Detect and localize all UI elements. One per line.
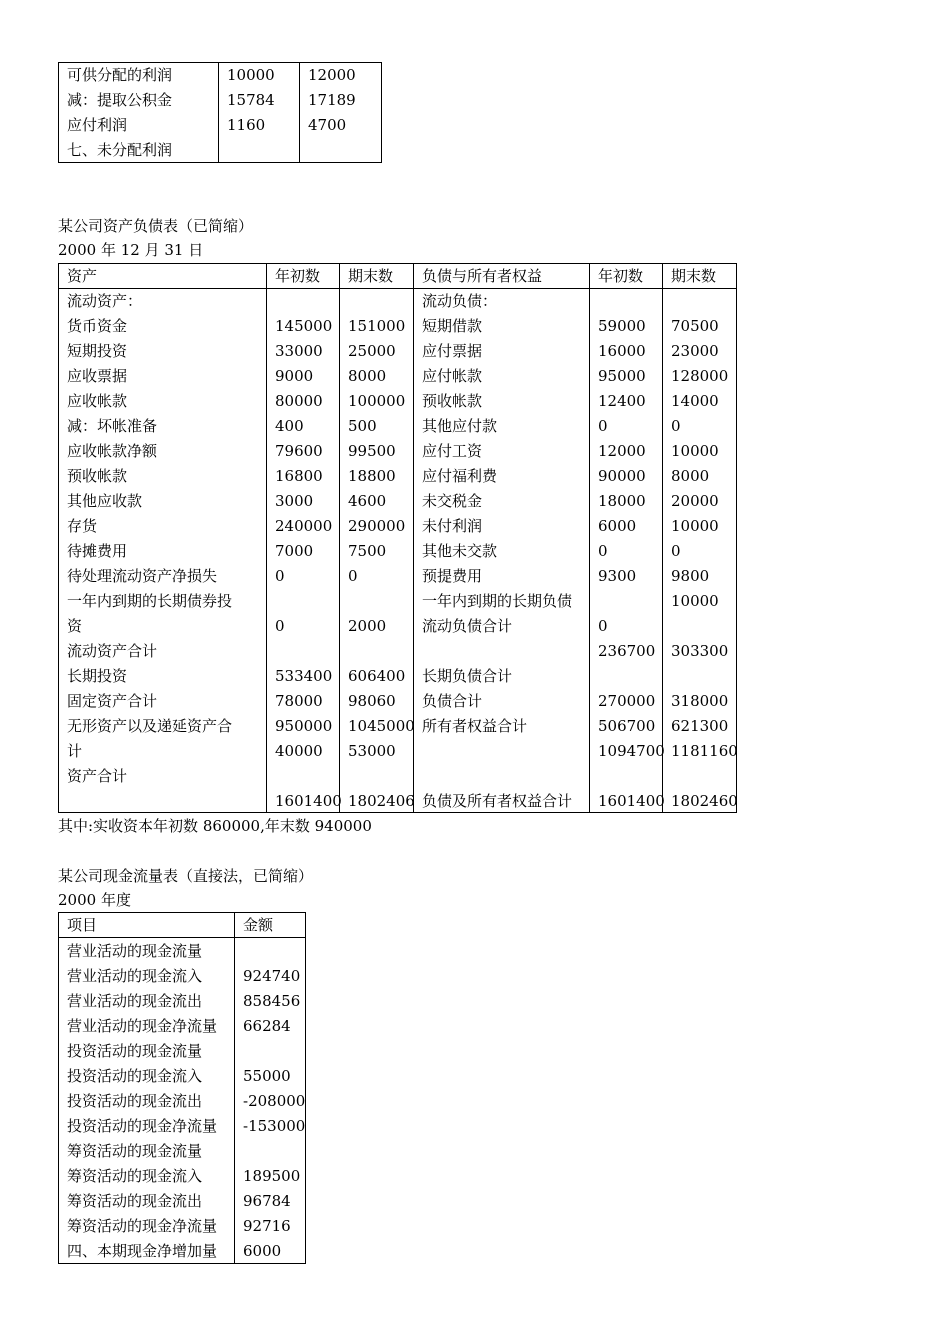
- item-label: 计: [67, 742, 83, 760]
- row-value: 15784: [227, 91, 275, 109]
- item-value: 53000: [348, 742, 396, 760]
- item-value: 0: [275, 567, 285, 585]
- item-value: 66284: [243, 1017, 291, 1035]
- item-value: 79600: [275, 442, 323, 460]
- item-value: 0: [348, 567, 358, 585]
- item-value: 1045000: [348, 717, 415, 735]
- item-value: 1601400: [275, 792, 342, 810]
- row-value: 12000: [308, 66, 356, 84]
- item-label: 存货: [67, 517, 98, 535]
- item-label: 待处理流动资产净损失: [67, 567, 218, 585]
- item-value: 16000: [598, 342, 646, 360]
- item-label: 未付利润: [422, 517, 483, 535]
- item-value: 12000: [598, 442, 646, 460]
- column-divider: [234, 912, 235, 1263]
- item-label: 应付工资: [422, 442, 483, 460]
- item-label: 资: [67, 617, 83, 635]
- item-value: 10000: [671, 442, 719, 460]
- item-value: 25000: [348, 342, 396, 360]
- item-label: 长期负债合计: [422, 667, 513, 685]
- item-value: 7000: [275, 542, 314, 560]
- item-value: 40000: [275, 742, 323, 760]
- row-label: 减：提取公积金: [67, 91, 173, 109]
- item-label: 营业活动的现金净流量: [67, 1017, 218, 1035]
- column-header: 金额: [243, 916, 274, 934]
- item-label: 应收帐款净额: [67, 442, 158, 460]
- item-label: 投资活动的现金流入: [67, 1067, 203, 1085]
- item-value: 506700: [598, 717, 656, 735]
- item-label: 营业活动的现金流量: [67, 942, 203, 960]
- item-label: 预收帐款: [67, 467, 128, 485]
- column-divider: [218, 62, 219, 162]
- item-label: 流动负债：: [422, 292, 498, 310]
- item-value: 7500: [348, 542, 387, 560]
- item-value: 59000: [598, 317, 646, 335]
- row-value: 1160: [227, 116, 266, 134]
- column-divider: [299, 62, 300, 162]
- item-label: 预收帐款: [422, 392, 483, 410]
- item-label: 待摊费用: [67, 542, 128, 560]
- capital-note: 其中:实收资本年初数 860000,年末数 940000: [58, 817, 372, 835]
- item-value: 0: [671, 417, 681, 435]
- item-value: 1802406: [348, 792, 415, 810]
- item-label: 投资活动的现金流量: [67, 1042, 203, 1060]
- item-label: 货币资金: [67, 317, 128, 335]
- item-label: 预提费用: [422, 567, 483, 585]
- item-label: 流动资产：: [67, 292, 143, 310]
- item-value: 23000: [671, 342, 719, 360]
- item-value: 90000: [598, 467, 646, 485]
- item-label: 其他应收款: [67, 492, 143, 510]
- item-value: 533400: [275, 667, 333, 685]
- item-value: 270000: [598, 692, 656, 710]
- row-label: 应付利润: [67, 116, 128, 134]
- item-value: 303300: [671, 642, 729, 660]
- item-value: 16800: [275, 467, 323, 485]
- item-label: 无形资产以及递延资产合: [67, 717, 233, 735]
- item-value: 1094700: [598, 742, 665, 760]
- item-value: 0: [275, 617, 285, 635]
- item-value: 99500: [348, 442, 396, 460]
- row-value: 10000: [227, 66, 275, 84]
- item-value: 1181160: [671, 742, 738, 760]
- item-value: 55000: [243, 1067, 291, 1085]
- column-header: 负债与所有者权益: [422, 267, 543, 285]
- item-value: 924740: [243, 967, 301, 985]
- balance-sheet-title: 某公司资产负债表（已简缩）: [58, 217, 254, 235]
- item-value: 96784: [243, 1192, 291, 1210]
- column-divider: [662, 263, 663, 812]
- item-value: 3000: [275, 492, 314, 510]
- item-label: 所有者权益合计: [422, 717, 528, 735]
- item-label: 应收帐款: [67, 392, 128, 410]
- item-value: 9300: [598, 567, 637, 585]
- item-value: 78000: [275, 692, 323, 710]
- column-header: 年初数: [598, 267, 644, 285]
- item-value: 18800: [348, 467, 396, 485]
- item-value: 2000: [348, 617, 387, 635]
- item-label: 负债合计: [422, 692, 483, 710]
- item-value: 621300: [671, 717, 729, 735]
- item-value: 95000: [598, 367, 646, 385]
- item-label: 投资活动的现金净流量: [67, 1117, 218, 1135]
- item-value: 18000: [598, 492, 646, 510]
- item-value: 20000: [671, 492, 719, 510]
- item-value: 8000: [671, 467, 710, 485]
- item-label: 营业活动的现金流入: [67, 967, 203, 985]
- item-label: 其他未交款: [422, 542, 498, 560]
- item-label: 短期借款: [422, 317, 483, 335]
- item-value: 151000: [348, 317, 406, 335]
- row-label: 可供分配的利润: [67, 66, 173, 84]
- item-value: 145000: [275, 317, 333, 335]
- item-value: 6000: [243, 1242, 282, 1260]
- column-header: 年初数: [275, 267, 321, 285]
- balance-sheet-date: 2000 年 12 月 31 日: [58, 241, 204, 259]
- item-value: 1601400: [598, 792, 665, 810]
- item-value: 6000: [598, 517, 637, 535]
- item-value: 236700: [598, 642, 656, 660]
- item-value: 70500: [671, 317, 719, 335]
- item-label: 四、本期现金净增加量: [67, 1242, 218, 1260]
- item-value: 1802460: [671, 792, 738, 810]
- column-divider: [589, 263, 590, 812]
- item-value: 9800: [671, 567, 710, 585]
- item-label: 应付帐款: [422, 367, 483, 385]
- item-label: 流动负债合计: [422, 617, 513, 635]
- item-value: 12400: [598, 392, 646, 410]
- row-label: 七、未分配利润: [67, 141, 173, 159]
- item-label: 一年内到期的长期债券投: [67, 592, 233, 610]
- item-value: 10000: [671, 592, 719, 610]
- item-value: 0: [598, 542, 608, 560]
- item-value: 33000: [275, 342, 323, 360]
- item-label: 长期投资: [67, 667, 128, 685]
- item-value: 92716: [243, 1217, 291, 1235]
- item-value: 400: [275, 417, 304, 435]
- item-value: 240000: [275, 517, 333, 535]
- column-divider: [339, 263, 340, 812]
- item-label: 其他应付款: [422, 417, 498, 435]
- item-label: 一年内到期的长期负债: [422, 592, 573, 610]
- item-value: 4600: [348, 492, 387, 510]
- item-label: 筹资活动的现金净流量: [67, 1217, 218, 1235]
- item-label: 短期投资: [67, 342, 128, 360]
- item-value: 500: [348, 417, 377, 435]
- column-header: 期末数: [348, 267, 394, 285]
- item-value: -208000: [243, 1092, 306, 1110]
- item-value: 98060: [348, 692, 396, 710]
- row-value: 4700: [308, 116, 347, 134]
- item-value: 950000: [275, 717, 333, 735]
- cash-flow-year: 2000 年度: [58, 891, 131, 909]
- item-value: 80000: [275, 392, 323, 410]
- item-value: 858456: [243, 992, 301, 1010]
- item-label: 筹资活动的现金流出: [67, 1192, 203, 1210]
- item-label: 筹资活动的现金流量: [67, 1142, 203, 1160]
- row-value: 17189: [308, 91, 356, 109]
- item-value: 0: [598, 417, 608, 435]
- item-label: 投资活动的现金流出: [67, 1092, 203, 1110]
- column-header: 期末数: [671, 267, 717, 285]
- item-value: 189500: [243, 1167, 301, 1185]
- item-label: 负债及所有者权益合计: [422, 792, 573, 810]
- item-label: 应付票据: [422, 342, 483, 360]
- item-value: 128000: [671, 367, 729, 385]
- item-label: 营业活动的现金流出: [67, 992, 203, 1010]
- item-label: 减：坏帐准备: [67, 417, 158, 435]
- item-label: 流动资产合计: [67, 642, 158, 660]
- item-value: 318000: [671, 692, 729, 710]
- item-value: 10000: [671, 517, 719, 535]
- column-divider: [266, 263, 267, 812]
- item-value: -153000: [243, 1117, 306, 1135]
- item-value: 100000: [348, 392, 406, 410]
- item-label: 应收票据: [67, 367, 128, 385]
- item-value: 9000: [275, 367, 314, 385]
- item-value: 8000: [348, 367, 387, 385]
- item-value: 606400: [348, 667, 406, 685]
- item-label: 未交税金: [422, 492, 483, 510]
- item-value: 14000: [671, 392, 719, 410]
- item-value: 290000: [348, 517, 406, 535]
- item-label: 固定资产合计: [67, 692, 158, 710]
- column-header: 资产: [67, 267, 98, 285]
- item-value: 0: [671, 542, 681, 560]
- column-header: 项目: [67, 916, 98, 934]
- item-label: 筹资活动的现金流入: [67, 1167, 203, 1185]
- cash-flow-title: 某公司现金流量表（直接法，已简缩）: [58, 867, 314, 885]
- item-label: 应付福利费: [422, 467, 498, 485]
- item-value: 0: [598, 617, 608, 635]
- item-label: 资产合计: [67, 767, 128, 785]
